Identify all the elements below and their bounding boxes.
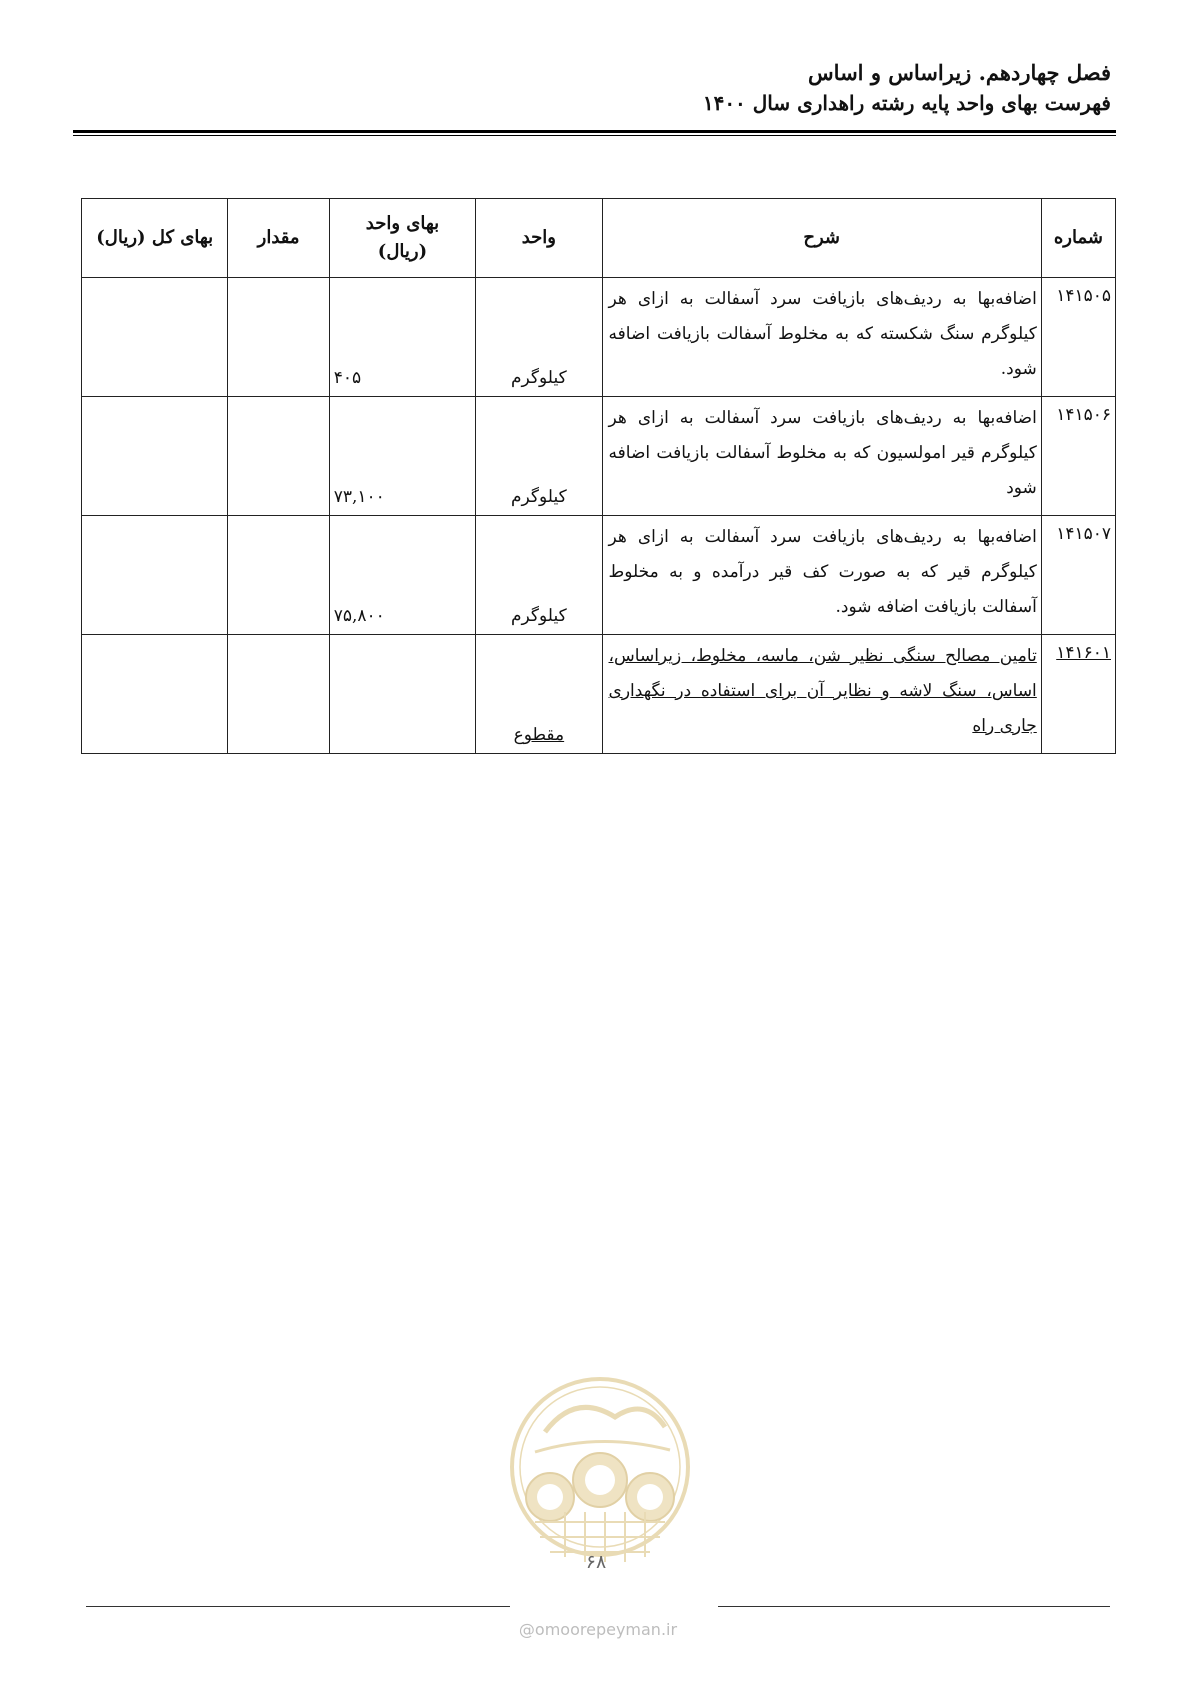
table-row: [82, 397, 1116, 516]
table-row: [82, 635, 1116, 754]
row-quantity: [228, 516, 329, 635]
website-watermark: @omoorepeyman.ir: [518, 1620, 678, 1639]
row-description: اضافه‌بها به ردیف‌های بازیافت سرد آسفالت به ازای هر کیلوگرم قیر امولسیون که به مخلوط آسفالت بازیافت اضافه شود: [602, 397, 1041, 516]
row-number: ۱۴۱۵۰۵: [1041, 278, 1115, 397]
header-unit-price: [329, 199, 475, 278]
row-unit-price: ۷۵,۸۰۰: [329, 516, 475, 635]
page-header: [71, 58, 1111, 118]
row-number: ۱۴۱۵۰۷: [1041, 516, 1115, 635]
header-unit: واحد: [476, 199, 602, 278]
row-number: ۱۴۱۵۰۶: [1041, 397, 1115, 516]
row-unit-price: ۷۳,۱۰۰: [329, 397, 475, 516]
header-unit-price-currency: (ریال): [377, 241, 428, 262]
row-description: تامین مصالح سنگی نظیر شن، ماسه، مخلوط، زیراساس، اساس، سنگ لاشه و نظایر آن برای استفاده در نگهداری جاری راه: [602, 635, 1041, 754]
row-unit: کیلوگرم: [476, 516, 602, 635]
row-total-price: [82, 397, 228, 516]
row-quantity: [228, 278, 329, 397]
header-number: شماره: [1041, 199, 1115, 278]
header-description: شرح: [602, 199, 1041, 278]
row-unit: کیلوگرم: [476, 397, 602, 516]
page-number: ۶۸: [585, 1551, 607, 1573]
footer-rule-left: [86, 1606, 510, 1607]
header-total-price: بهای کل (ریال): [82, 199, 228, 278]
document-title: فهرست بهای واحد پایه رشته راهداری سال ۱۴۰۰: [702, 91, 1111, 115]
row-description: اضافه‌بها به ردیف‌های بازیافت سرد آسفالت به ازای هر کیلوگرم قیر که به صورت کف قیر درآمده و به مخلوط آسفالت بازیافت اضافه شود.: [602, 516, 1041, 635]
table-header-row: [82, 199, 1116, 278]
row-total-price: [82, 635, 228, 754]
header-rule-thin: [73, 135, 1116, 136]
row-quantity: [228, 635, 329, 754]
footer-rule-right: [718, 1606, 1110, 1607]
row-quantity: [228, 397, 329, 516]
row-unit-price: [329, 635, 475, 754]
row-unit: مقطوع: [476, 635, 602, 754]
header-quantity: مقدار: [228, 199, 329, 278]
row-number: ۱۴۱۶۰۱: [1041, 635, 1115, 754]
row-unit: کیلوگرم: [476, 278, 602, 397]
row-total-price: [82, 278, 228, 397]
table-row: [82, 516, 1116, 635]
row-total-price: [82, 516, 228, 635]
price-list-table: [81, 198, 1116, 754]
chapter-title: فصل چهاردهم. زیراساس و اساس: [808, 60, 1111, 85]
header-rule-thick: [73, 130, 1116, 133]
row-unit-price: ۴۰۵: [329, 278, 475, 397]
omoorepeyman-logo-icon: [505, 1372, 695, 1572]
header-unit-price-label: بهای واحد: [365, 213, 440, 234]
table-row: [82, 278, 1116, 397]
row-description: اضافه‌بها به ردیف‌های بازیافت سرد آسفالت به ازای هر کیلوگرم سنگ شکسته که به مخلوط آسفالت بازیافت اضافه شود.: [602, 278, 1041, 397]
